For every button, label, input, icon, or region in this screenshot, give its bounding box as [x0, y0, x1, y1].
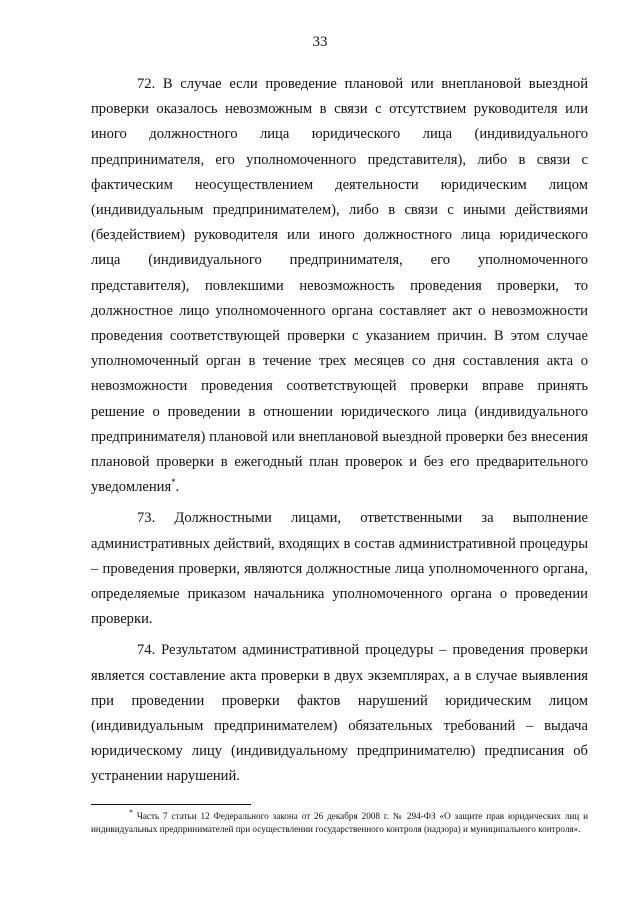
- paragraph-72-text: 72. В случае если проведение плановой или внеплановой выездной проверки оказалось невозможным в связи с отсутствием руководителя или иного должностного лица юридического лица (индивидуального предпринимателя, его уполномоченного представителя), либо в связи с фактическим неосуществлением деятельности юридическим лицом (индивидуальным предпринимателем), либо в связи с иными действиями (бездействием) руководителя или иного должностного лица юридического лица (индивидуального предпринимателя, его уполномоченного представителя), повлекшими невозможность проведения проверки, то должностное лицо уполномоченного органа составляет акт о невозможности проведения соответствующей проверки с указанием причин. В этом случае уполномоченный орган в течение трех месяцев со дня составления акта о невозможности проведения соответствующей проверки вправе принять решение о проведении в отношении юридического лица (индивидуального предпринимателя) плановой или внеплановой выездной проверки без внесения плановой проверки в ежегодный план проверок и без его предварительного уведомления: [91, 76, 588, 496]
- footnote-mark: *: [129, 807, 133, 817]
- paragraph-73: [91, 506, 588, 632]
- paragraph-72-end: .: [175, 479, 180, 496]
- footnote-paragraph: [91, 807, 588, 836]
- footnote-reference-mark[interactable]: *: [171, 477, 176, 488]
- footnote-divider: [91, 804, 251, 805]
- paragraph-72: [91, 72, 588, 500]
- footnote: [91, 807, 588, 836]
- paragraph-74: [91, 638, 588, 789]
- paragraph-74-text: 74. Результатом административной процедуры – проведения проверки является составление акта проверки в двух экземплярах, а в случае выявления при проведении проверки фактов нарушений юридическим лицом (индивидуальным предпринимателем) обязательных требований – выдача юридическому лицу (индивидуальному предпринимателю) предписания об устранении нарушений.: [91, 642, 588, 785]
- page-number: 33: [312, 34, 328, 50]
- footnote-text: Часть 7 статьи 12 Федерального закона от 26 декабря 2008 г. № 294-ФЗ «О защите прав юридических лиц и индивидуальных предпринимателей при осуществлении государственного контроля (надзора) и муниципального контроля».: [91, 811, 588, 835]
- document-body: [91, 72, 588, 796]
- paragraph-73-text: 73. Должностными лицами, ответственными за выполнение административных действий, входящих в состав административной процедуры – проведения проверки, являются должностные лица уполномоченного органа, определяемые приказом начальника уполномоченного органа о проведении проверки.: [91, 510, 588, 628]
